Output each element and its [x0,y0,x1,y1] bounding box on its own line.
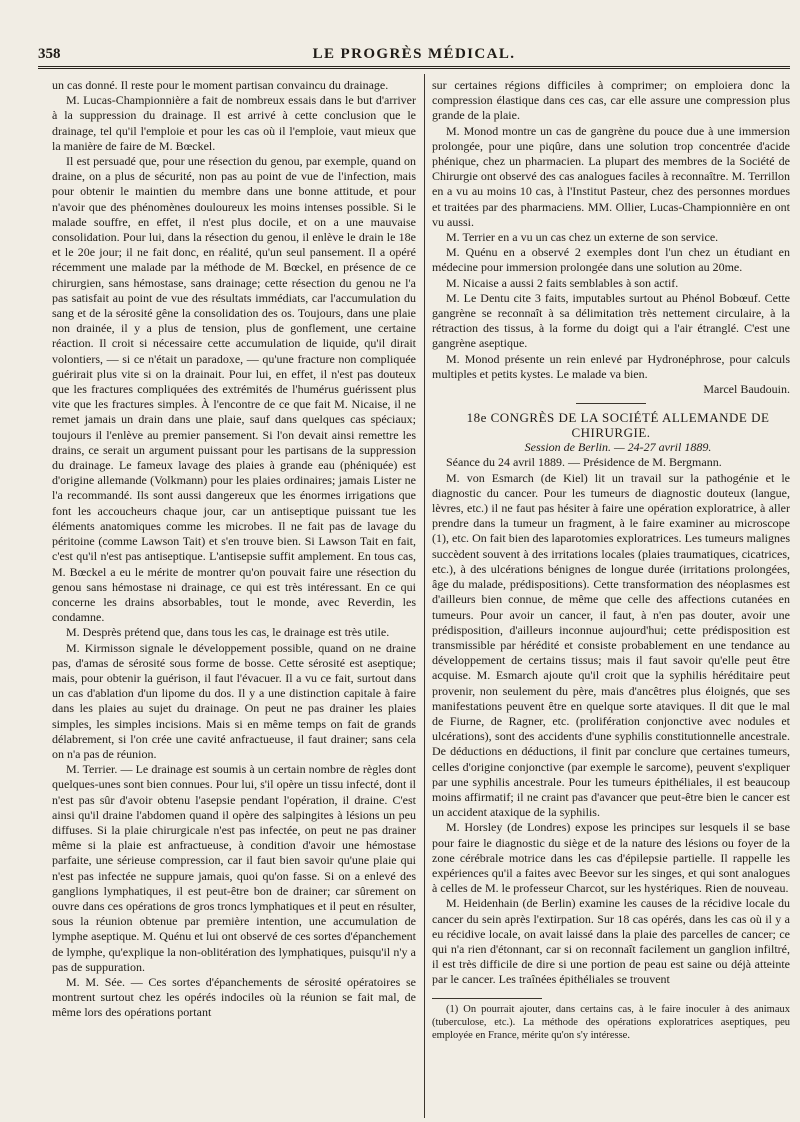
right-column [432,78,790,1114]
left-column [52,78,416,1114]
paragraph: Il est persuadé que, pour une résection du genou, par exemple, quand on draine, on a plus de sécurité, non pas au point de vue de l'infection, mais pour obtenir le maintien du membre dans une bonne attitude, et pour n'avoir que des phénomènes douloureux les moins intenses possible. Si le malade souffre, en effet, il n'est plus docile, et on a une mauvaise consolidation. Pour lui, dans la résection du genou, il enlève le drain le 18e et le 20e jour; il ne fait donc, en réalité, qu'un seul pansement. Il a opéré récemment une malade par la méthode de M. Bœckel, en présence de ce chirurgien, sans hémostase, sans drainage; cette résection du genou ne l'a pas satisfait au point de vue des résultats immédiats, car l'accumulation du sang et de la sérosité gêne la consolidation des os. Toujours, dans une plaie non drainée, il y a plus de tension, plus de gonflement, une certaine réaction. Il croit si nécessaire cette accumulation de liquide, qu'il dirait volontiers, — si ce n'était un paradoxe, — qu'une fracture non compliquée guérirait plus vite si on la drainait. Pour lui, en effet, il n'est pas douteux que les fractures compliquées des extrémités de l'humérus guérissent plus vite que les fractures simples. À l'encontre de ce que fait M. Nicaise, il ne remet jamais un drain dans une plaie, sauf dans quelques cas spéciaux; toujours il l'enlève au premier pansement. Si l'on devait ainsi remettre les drains, ce serait un argument puissant pour les partisans de la suppression du drainage. Le fameux lavage des plaies à grande eau (phéniquée) est d'origine allemande (Volkmann) pour les plaies ordinaires; jamais Lister ne l'a recommandé. Ils sont aussi dangereux que les énormes irrigations que font les accoucheurs chaque jour, car un antiseptique puissant tue les éléments anatomiques comme les microbes. Il ne fait pas de lavage du péritoine (comme Lawson Tait) et s'en trouve bien. Si Lawson Tait en fait, c'est qu'il n'est pas antiseptique. L'antisepsie suffit amplement. En tous cas, M. Bœckel a eu le mérite de montrer qu'on pouvait faire une résection du genou sans hémostase ni drainage, ce qui est très intéressant. En ce qui concerne les drains absorbables, tout le monde, avec Reverdin, les condamne. [52,154,416,625]
paragraph: M. Monod présente un rein enlevé par Hydronéphrose, pour calculs multiples et petits kystes. Le malade va bien. [432,351,790,381]
page-header [38,44,790,69]
section-divider [576,403,646,404]
paragraph: M. Desprès prétend que, dans tous les cas, le drainage est très utile. [66,625,390,640]
paragraph: un cas donné. Il reste pour le moment partisan convaincu du drainage. [52,78,389,92]
paragraph: M. von Esmarch (de Kiel) lit un travail sur la pathogénie et le diagnostic du cancer. Pour les tumeurs de diagnostic douteux (langue, lèvres, etc.) il ne faut pas hésiter à faire une opération exploratrice, à aller prendre dans la tumeur un fragment, à le faire examiner au microscope (1), etc. On fait bien des laparotomies exploratrices. Les tumeurs malignes succèdent souvent à des irritations locales (plaies traumatiques, cicatrices, etc.), à des ulcérations bénignes de longue durée (irritations prolongées, âge du malade, prédispositions). Cette transformation des néoplasmes est d'ailleurs bien connue, de même que celle des affections cutanées en tumeurs. Pour avoir un cancer, il faut, à n'en pas douter, avoir une prédisposition, d'ailleurs inconnue aujourd'hui; cette prédisposition est transmissible par hérédité et consiste probablement en une tendance au développement de certains tissus; mais il faut savoir qu'elle peut être acquise. M. Esmarch ajoute qu'il croit que la syphilis héréditaire peut provenir, non seulement du père, mais d'ancêtres plus éloignés, que ses manifestations peuvent être en quelque sorte ataviques. Il dit que le mal de Fiurne, de Ragner, etc. (prolifération conjonctive avec nodules et ulcérations), sont des accidents d'une syphilis constitutionnelle ancestrale. De déductions en déductions, il finit par conclure que certaines tumeurs, celles d'origine conjonctive (par exemple le sarcome), peuvent s'expliquer par une syphilis ancestrale. Pour les tumeurs épithéliales, il est beaucoup moins affirmatif; il ne craint pas d'avancer que peut-être bien le cancer est un accident ataxique de la syphilis. [432,470,790,820]
footnote-rule [432,998,542,999]
session-line: Session de Berlin. — 24-27 avril 1889. [524,440,712,455]
section-title: 18e CONGRÈS DE LA SOCIÉTÉ ALLEMANDE DE CHIRURGIE. [466,410,770,441]
seance-line: Séance du 24 avril 1889. — Présidence de M. Bergmann. [446,455,722,470]
paragraph: M. Terrier en a vu un cas chez un externe de son service. [446,230,719,245]
column-rule [424,74,425,1118]
paragraph: M. Kirmisson signale le développement possible, quand on ne draine pas, d'amas de sérosité sous forme de bosse. Cette sérosité est aseptique; mais, pour obtenir la guérison, il faut l'évacuer. Il a vu ce fait, surtout dans un cas d'ablation d'un lipome du dos. Il y a une distinction capitale à faire dans les plaies au sujet du drainage. On peut ne pas drainer les plaies simples, les simples incisions. Mais si en même temps on fait de grands délabrement, si l'on crée une cavité anfractueuse, il faut drainer; sans cela on n'a pas de réunion. [52,640,416,761]
paragraph: M. Quénu en a observé 2 exemples dont l'un chez un étudiant en médecine pour immersion prolongée dans une solution au 20me. [432,245,790,275]
paragraph: M. Terrier. — Le drainage est soumis à un certain nombre de règles dont quelques-unes sont bien connues. Pour lui, s'il opère un tissu infecté, dont il n'est pas sûr d'avoir obtenu l'asepsie pendant l'opération, il draine. C'est ainsi qu'il draine l'abdomen quand il opère des salpingites à lésions un peu diffuses. Si la plaie chirurgicale n'est pas infectée, on peut ne pas drainer même si la plaie est anfractueuse, à condition d'avoir une hémostase parfaite, une sérieuse compression, car il faut bien savoir qu'une plaie qui n'est pas infectée ne suppure jamais, quoi qu'on fasse. Si on a enlevé des ganglions lymphatiques, il est peut-être bon de drainer; car sûrement on ouvre dans ces opérations de gros troncs lymphatiques et il peut en résulter, sous la réunion obtenue par première intention, une accumulation de lymphe aseptique. M. Quénu et lui ont observé de ces sortes d'épanchement de lymphe, qu'explique la non-oblitération des lymphatiques, puisqu'il n'y a pas de suppuration. [52,762,416,974]
paragraph: M. Nicaise a aussi 2 faits semblables à son actif. [446,275,679,290]
footnote: (1) On pourrait ajouter, dans certains cas, à le faire inoculer à des animaux (tuberculose, etc.). La méthode des opérations exploratrices aseptiques, peu employée en France, mérite qu'on s'y intéresse. [432,1003,790,1041]
page-number: 358 [38,46,61,62]
journal-title: LE PROGRÈS MÉDICAL. [312,46,516,62]
paragraph: M. Horsley (de Londres) expose les principes sur lesquels il se base pour faire le diagnostic du siège et de la nature des lésions ou foyer de la zone cérébrale motrice dans les cas d'épilepsie partielle. Il rappelle les expériences qu'il a faites avec Beevor sur les singes, et qui sont analogues à celles de M. le professeur Charcot, sur les hystériques. Rien de nouveau. [432,820,790,896]
paragraph: M. M. Sée. — Ces sortes d'épanchements de sérosité opératoires se montrent surtout chez les opérés indociles où la réunion se fait mal, de même lors des opérations portant [52,974,416,1020]
paragraph: M. Heidenhain (de Berlin) examine les causes de la récidive locale du cancer du sein après l'extirpation. Sur 18 cas opérés, dans les cas où il y a eu récidive locale, on avait laissé dans la plaie des parcelles de cancer; ce qui n'a rien d'étonnant, car si on reconnaît facilement un ganglion infiltré, il est très difficile de dire si une portion de peau est saine ou déjà atteinte par le cancer. Les traînées épithéliales se trouvent [432,896,790,987]
paragraph: M. Monod montre un cas de gangrène du pouce due à une immersion prolongée, pour une piqûre, dans une solution trop concentrée d'acide phénique, chez un pharmacien. La plupart des membres de la Société de Chirurgie ont observé des cas analogues faciles à reconnaître. M. Terrillon en a vu au moins 10 cas, à l'Institut Pasteur, chez des personnes mordues et traitées par des pharmaciens. MM. Ollier, Lucas-Championnière en ont vu aussi. [432,123,790,229]
signature: Marcel Baudouin. [703,382,790,397]
paragraph: M. Le Dentu cite 3 faits, imputables surtout au Phénol Bobœuf. Cette gangrène se reconnaît à sa délimitation très nettement circulaire, à la rétraction des tissus, à la forme du doigt qui a l'air étranglé. C'est une gangrène aseptique. [432,290,790,351]
paragraph: sur certaines régions difficiles à comprimer; on emploiera donc la compression élastique dans ces cas, car elle assure une compression plus grande de la plaie. [432,78,790,123]
paragraph: M. Lucas-Championnière a fait de nombreux essais dans le but d'arriver à la suppression du drainage. Il est arrivé à cette conclusion que le drainage, tel qu'il l'emploie et pour les cas où il l'emploie, vaut mieux que la manière de faire de M. Bœckel. [52,93,416,153]
